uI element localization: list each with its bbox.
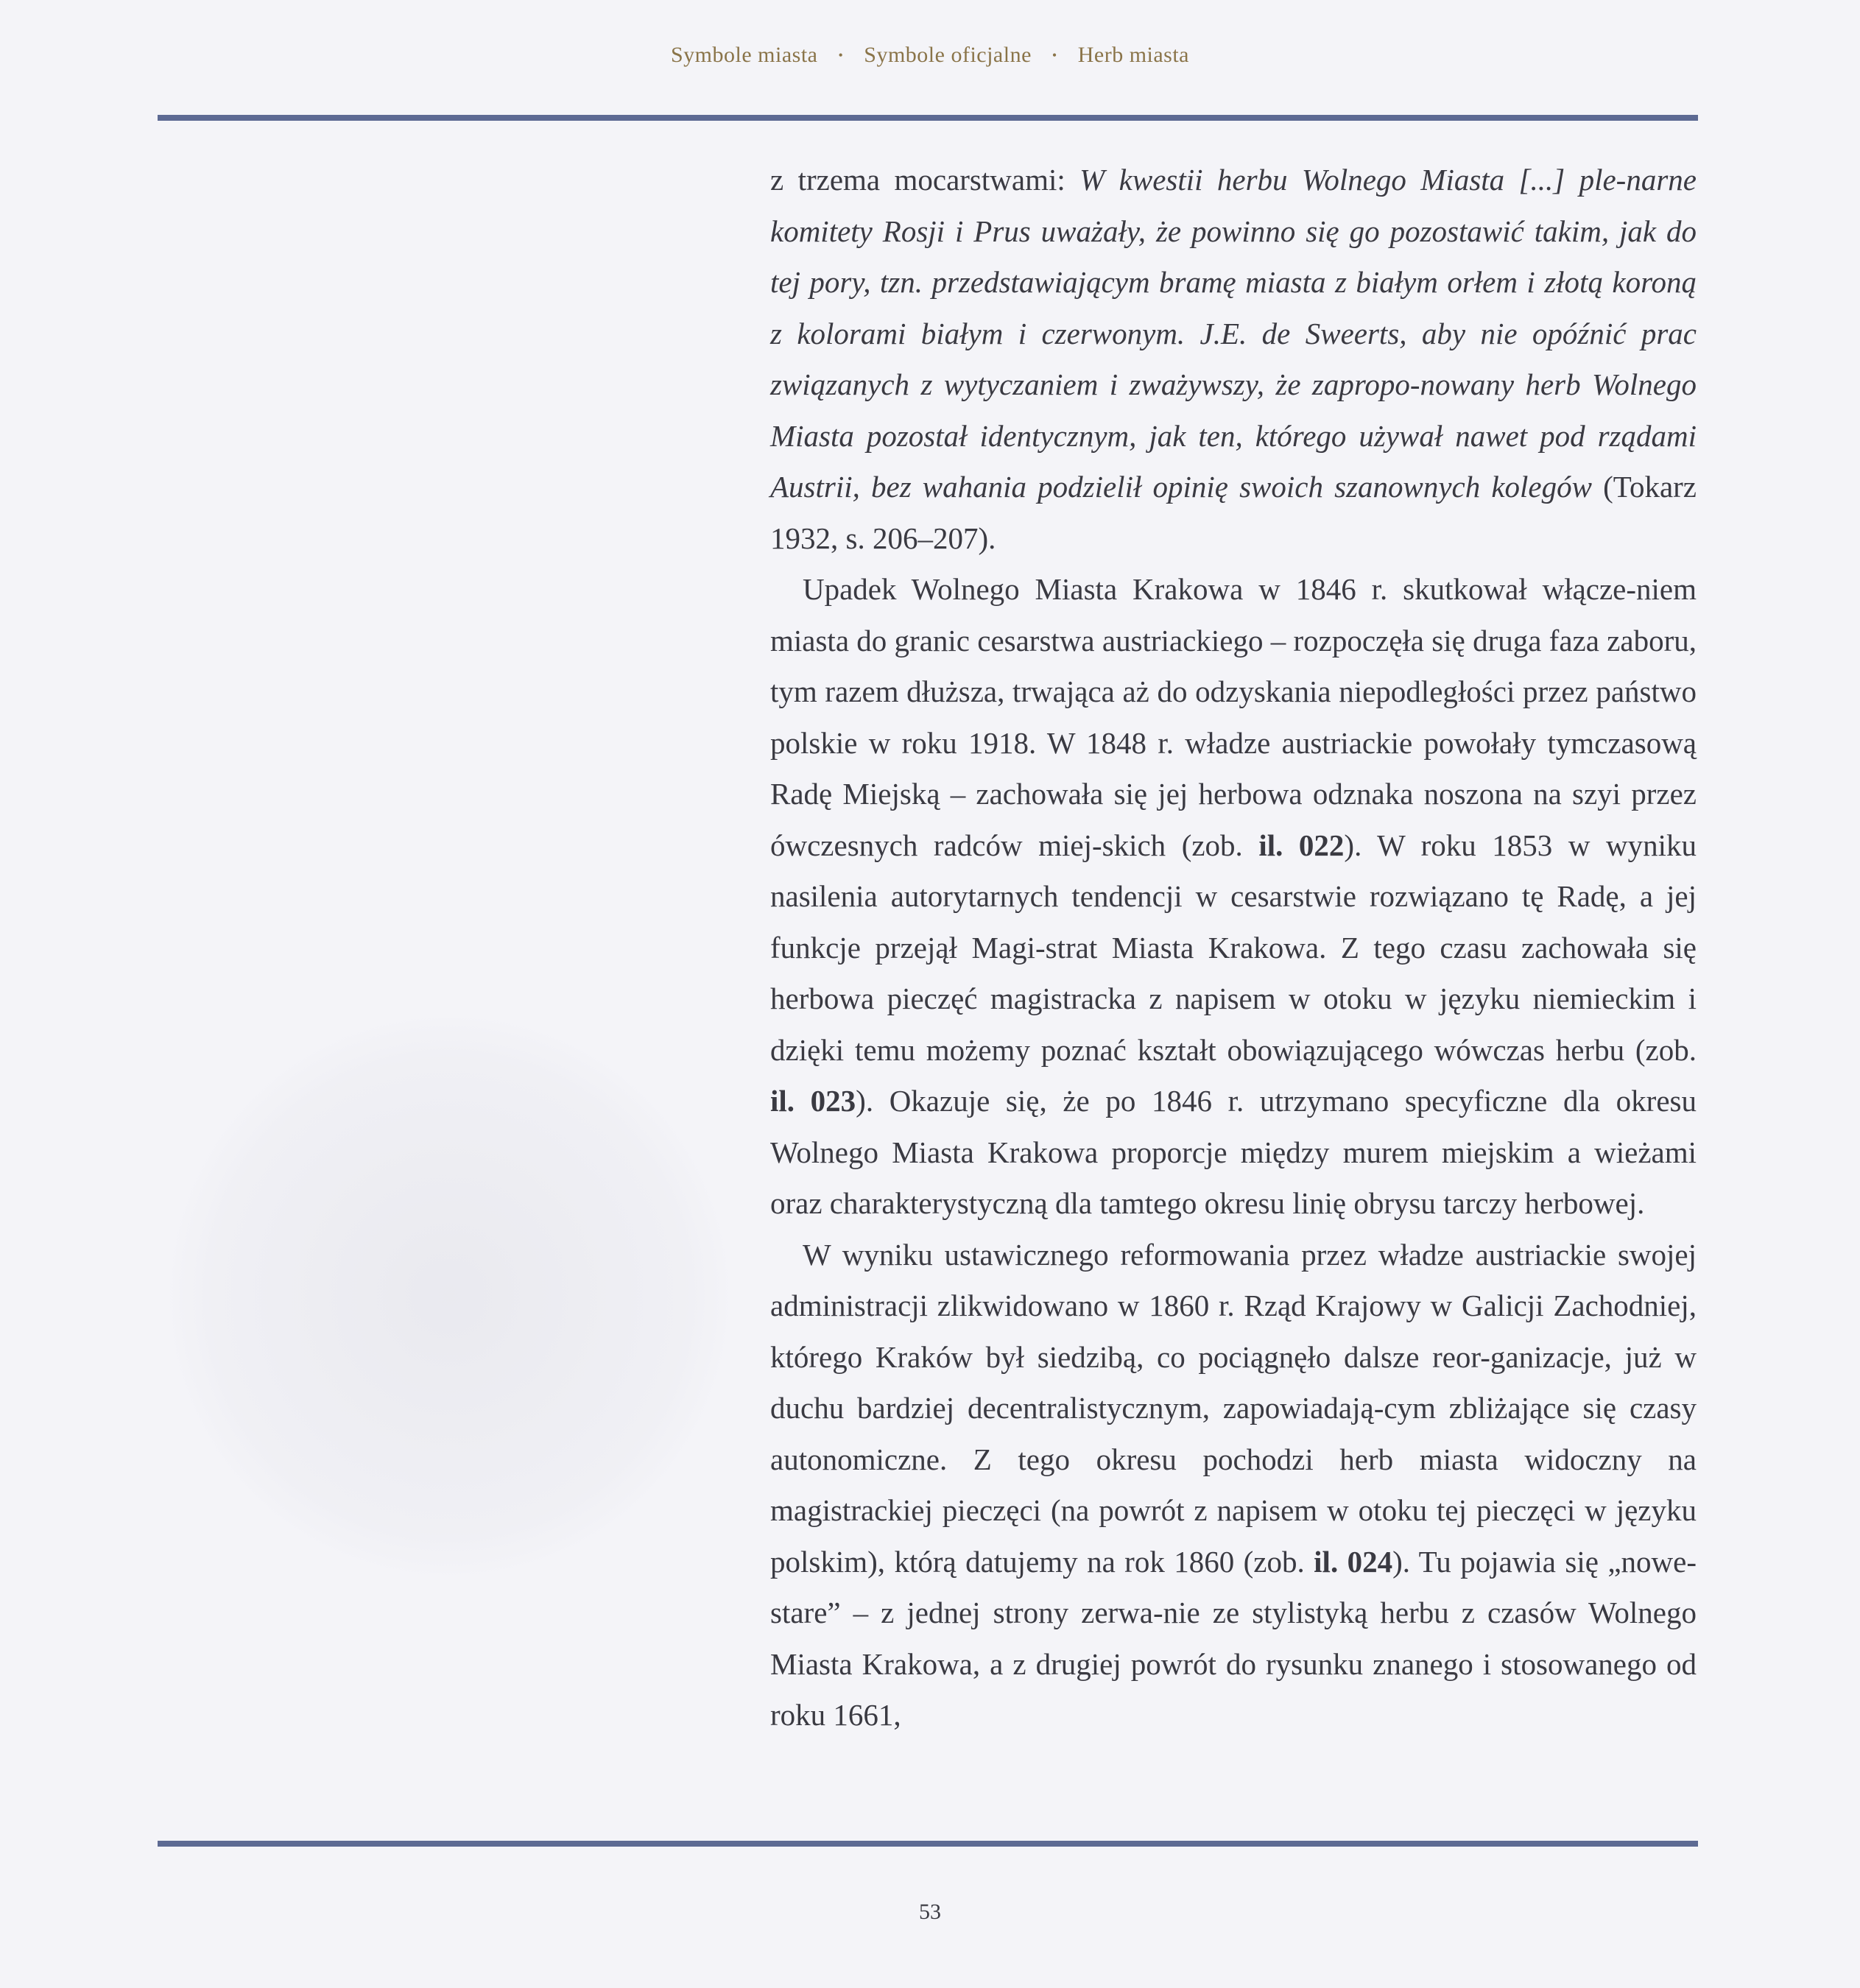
paragraph-2-text-b: ). W roku 1853 w wyniku nasilenia autorytarnych tendencji w cesarstwie rozwiązano tę Radę, a jej funkcje przejął Magi-strat Miasta Krakowa. Z tego czasu zachowała się herbowa pieczęć magistracka z napisem w otoku w języku niemieckim i dzięki temu możemy poznać kształt obowiązującego wówczas herbu (zob. xyxy=(770,828,1697,1067)
paragraph-upadek xyxy=(770,564,1697,1230)
header-crumb-symbole-miasta: Symbole miasta xyxy=(670,43,818,67)
page-number: 53 xyxy=(919,1900,941,1924)
paragraph-reformowanie xyxy=(770,1230,1697,1741)
figure-reference-024: il. 024 xyxy=(1314,1544,1393,1579)
header-crumb-symbole-oficjalne: Symbole oficjalne xyxy=(864,43,1032,67)
italic-quotation: W kwestii herbu Wolnego Miasta [...] ple-narne komitety Rosji i Prus uważały, że powinno się go pozostawić takim, jak do tej pory, tzn. przedstawiającym bramę miasta z białym orłem i złotą koroną z kolorami białym i czerwonym. J.E. de Sweerts, aby nie opóźnić prac związanych z wytyczaniem i zważywszy, że zapropo-nowany herb Wolnego Miasta pozostał identycznym, jak ten, którego używał nawet pod rządami Austrii, bez wahania podzielił opinię swoich szanownych kolegów xyxy=(770,163,1697,504)
faded-background-circle xyxy=(169,1016,729,1576)
top-rule xyxy=(158,115,1698,121)
running-header xyxy=(0,43,1860,68)
figure-reference-022: il. 022 xyxy=(1258,828,1345,862)
header-separator: • xyxy=(838,48,844,63)
figure-reference-023: il. 023 xyxy=(770,1084,856,1118)
paragraph-1-lead: z trzema mocarstwami: xyxy=(770,163,1080,197)
body-text-column xyxy=(770,155,1697,1741)
header-separator: • xyxy=(1051,48,1057,63)
paragraph-quote xyxy=(770,155,1697,564)
paragraph-3-text-b: ). Tu pojawia się „nowe-stare” – z jednej strony zerwa-nie ze stylistyką herbu z czasów Wolnego Miasta Krakowa, a z drugiej powrót do rysunku znanego i stosowanego od roku 1661, xyxy=(770,1544,1697,1732)
paragraph-2-text-c: ). Okazuje się, że po 1846 r. utrzymano specyficzne dla okresu Wolnego Miasta Krakowa proporcje między murem miejskim a wieżami oraz charakterystyczną dla tamtego okresu linię obrysu tarczy herbowej. xyxy=(770,1084,1697,1220)
header-crumb-herb-miasta: Herb miasta xyxy=(1077,43,1189,67)
paragraph-2-text-a: Upadek Wolnego Miasta Krakowa w 1846 r. skutkował włącze-niem miasta do granic cesarstwa austriackiego – rozpoczęła się druga faza zaboru, tym razem dłuższa, trwająca aż do odzyskania niepodległości przez państwo polskie w roku 1918. W 1848 r. władze austriackie powołały tymczasową Radę Miejską – zachowała się jej herbowa odznaka noszona na szyi przez ówczesnych radców miej-skich (zob. xyxy=(770,572,1697,862)
bottom-rule xyxy=(158,1841,1698,1847)
paragraph-3-text-a: W wyniku ustawicznego reformowania przez władze austriackie swojej administracji zlikwidowano w 1860 r. Rząd Krajowy w Galicji Zachodniej, którego Kraków był siedzibą, co pociągnęło dalsze reor-ganizacje, już w duchu bardziej decentralistycznym, zapowiadają-cym zbliżające się czasy autonomiczne. Z tego okresu pochodzi herb miasta widoczny na magistrackiej pieczęci (na powrót z napisem w otoku tej pieczęci w języku polskim), którą datujemy na rok 1860 (zob. xyxy=(770,1237,1697,1579)
citation: (Tokarz 1932, s. 206–207). xyxy=(770,470,1697,555)
